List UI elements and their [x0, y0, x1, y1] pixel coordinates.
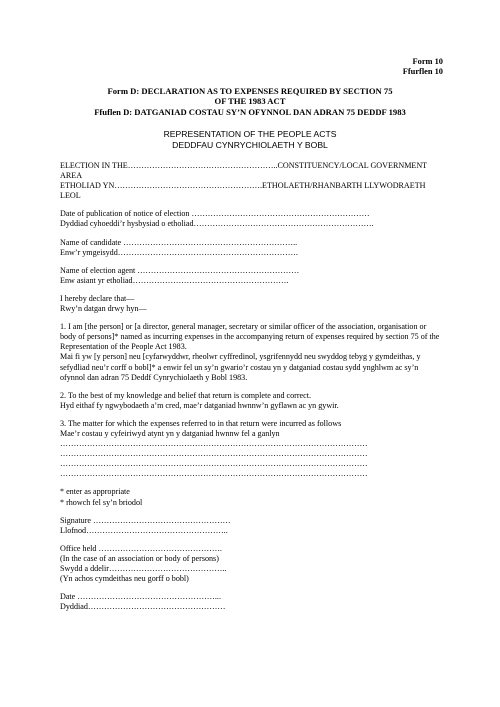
- declaration-item-1: 1. I am [the person] or [a director, general manager, secretary or similar officer of the association, organisation or body of persons]* named as incurring expenses in the accompanying return of expenses required by section 75 of the Representation of the People Act 1983.: [60, 322, 440, 352]
- publication-date-field-welsh: Dyddiad cyhoeddi’r hysbysiad o etholiad………………………………………………………….: [60, 219, 374, 229]
- declaration-item-3-welsh: Mae’r costau y cyfeiriwyd atynt yn y datganiad hwnnw fel a ganlyn: [60, 428, 280, 438]
- declaration-intro-welsh: Rwy’n datgan drwy hyn—: [60, 304, 147, 314]
- acts-english: REPRESENTATION OF THE PEOPLE ACTS: [163, 129, 337, 139]
- office-held-field-welsh: Swydd a ddelir……………………………………..: [60, 564, 227, 573]
- declaration-item-3: 3. The matter for which the expenses referred to in that return were incurred as follows: [60, 418, 342, 428]
- agent-name-field: Name of election agent ……………………………………………………: [60, 265, 300, 275]
- form-number-block: [403, 57, 443, 77]
- office-held-note: (In the case of an association or body of persons): [60, 553, 219, 563]
- signature-field: Signature ……………………………………………: [60, 515, 231, 525]
- declaration-item-2-welsh: Hyd eithaf fy ngwybodaeth a’m cred, mae’r datganiad hwnnw’n gyflawn ac yn gywir.: [60, 400, 339, 410]
- publication-date-field: Date of publication of notice of election …………………………………………………………: [60, 209, 370, 219]
- footnote: * enter as appropriate: [60, 487, 130, 497]
- date-field-welsh: Dyddiad……………………………………………: [60, 602, 226, 612]
- expenses-dotted-line: ……………………………………………………………………………………………………: [60, 459, 368, 469]
- declaration-item-2: 2. To the best of my knowledge and belief that return is complete and correct.: [60, 390, 312, 400]
- office-held-field: Office held ……………………………………….: [60, 543, 222, 553]
- election-field-welsh: ETHOLIAD YN……………………………………………….ETHOLAETH/RHANBARTH LLYWODRAETH LEOL: [60, 181, 426, 201]
- declaration-item-1-welsh: Mai fi yw [y person] neu [cyfarwyddwr, rheolwr cyffredinol, ysgrifennydd neu swyddog tebyg y gymdeithas, y sefydliad neu’r corff o bobl]* a enwir fel un sy’n gwario’r costau yn y datganiad costau sydd ynghlwm ac sy’n ofynnol dan adran 75 Deddf Cynrychiolaeth y Bobl 1983.: [60, 352, 421, 382]
- form-number: Form 10: [412, 57, 443, 66]
- form-title: [60, 86, 440, 117]
- title-welsh: Ffuflen D: DATGANIAD COSTAU SY’N OFYNNOL DAN ADRAN 75 DEDDF 1983: [94, 106, 406, 117]
- form-body: [60, 161, 444, 612]
- candidate-name-field-welsh: Enw’r ymgeisydd………………………………………………………….: [60, 247, 298, 257]
- acts-welsh: DEDDFAU CYNRYCHIOLAETH Y BOBL: [172, 139, 328, 150]
- office-held-note-welsh: (Yn achos cymdeithas neu gorff o bobl): [60, 574, 189, 584]
- election-field-english: ELECTION IN THE………………………………………………..CONSTITUENCY/LOCAL GOVERNMENT AREA: [60, 161, 427, 181]
- expenses-dotted-line: ……………………………………………………………………………………………………: [60, 449, 368, 459]
- declaration-intro: I hereby declare that—: [60, 293, 135, 303]
- expenses-dotted-line: ……………………………………………………………………………………………………: [60, 469, 368, 479]
- candidate-name-field: Name of candidate ………………………………………………………..: [60, 237, 298, 247]
- footnote-welsh: * rhowch fel sy’n briodol: [60, 497, 143, 507]
- title-english-line2: OF THE 1983 ACT: [214, 96, 286, 107]
- form-number-welsh: Ffurflen 10: [402, 67, 443, 76]
- date-field: Date ……………………………………………...: [60, 592, 221, 602]
- agent-name-field-welsh: Enw asiant yr etholiad………………………………………………….: [60, 275, 289, 285]
- signature-field-welsh: Llofnod……………………………………………..: [60, 525, 228, 535]
- expenses-dotted-line: ……………………………………………………………………………………………………: [60, 439, 368, 449]
- title-english-line1: Form D: DECLARATION AS TO EXPENSES REQUIRED BY SECTION 75: [107, 86, 393, 96]
- acts-heading: [60, 129, 440, 150]
